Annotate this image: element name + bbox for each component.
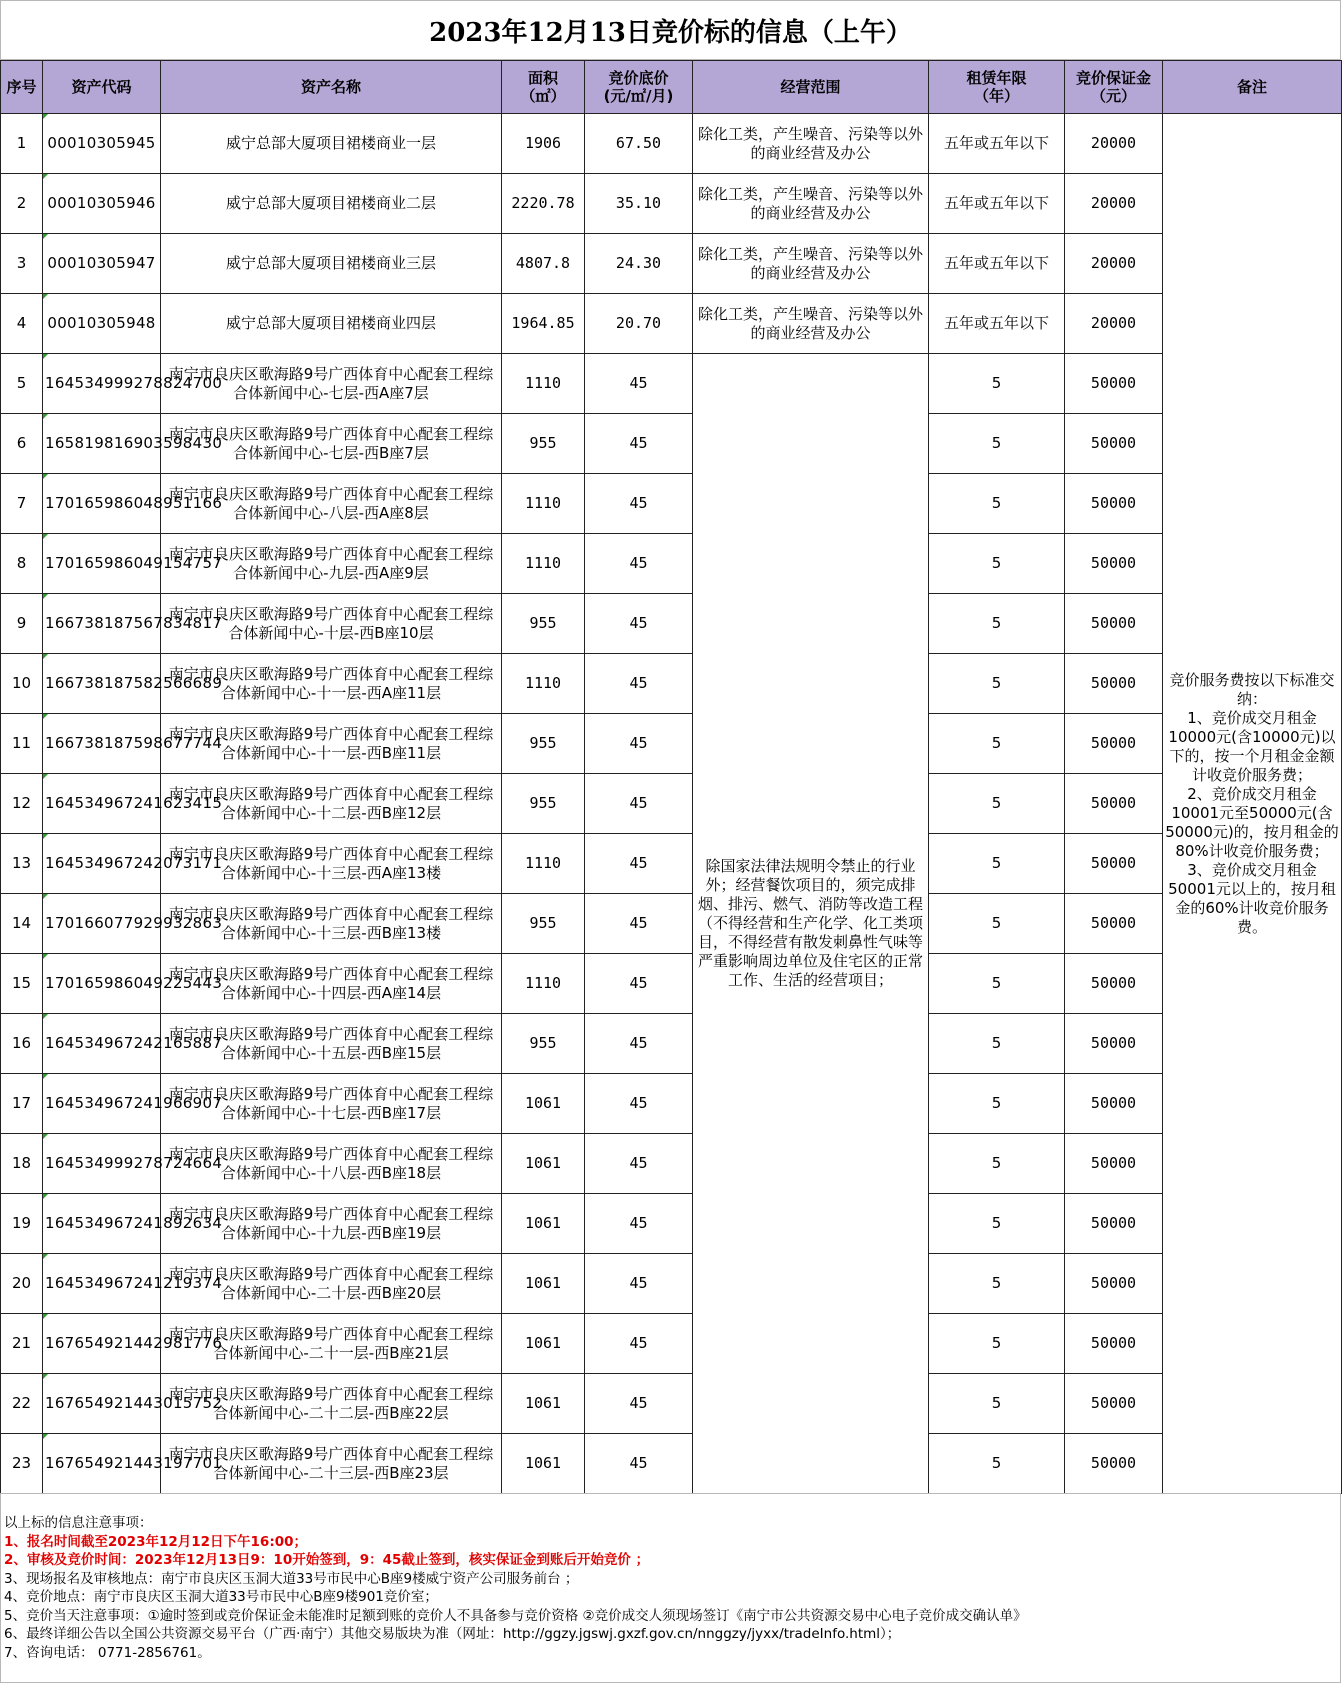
header-area-line1: 面积 [527, 69, 558, 87]
cell-seq: 6 [1, 414, 43, 474]
cell-name: 南宁市良庆区歌海路9号广西体育中心配套工程综合体新闻中心-十一层-西A座11层 [161, 654, 502, 714]
cell-area: 1061 [502, 1434, 585, 1494]
header-price-line1: 竞价底价 [608, 69, 669, 87]
cell-term: 5 [929, 1434, 1065, 1494]
cell-code: 164534967241966907 [43, 1074, 161, 1134]
header-area-line2: （㎡） [520, 87, 566, 105]
cell-name: 南宁市良庆区歌海路9号广西体育中心配套工程综合体新闻中心-十八层-西B座18层 [161, 1134, 502, 1194]
cell-scope: 除化工类，产生噪音、污染等以外的商业经营及办公 [693, 114, 929, 174]
table-row [1, 1014, 1342, 1074]
cell-seq: 4 [1, 294, 43, 354]
cell-area: 955 [502, 1014, 585, 1074]
cell-code: 164534999278824700 [43, 354, 161, 414]
cell-name: 南宁市良庆区歌海路9号广西体育中心配套工程综合体新闻中心-二十一层-西B座21层 [161, 1314, 502, 1374]
cell-term: 五年或五年以下 [929, 114, 1065, 174]
header-row [1, 61, 1342, 114]
cell-name: 南宁市良庆区歌海路9号广西体育中心配套工程综合体新闻中心-七层-西B座7层 [161, 414, 502, 474]
cell-term: 5 [929, 1254, 1065, 1314]
cell-deposit: 50000 [1065, 834, 1163, 894]
cell-seq: 21 [1, 1314, 43, 1374]
cell-price: 45 [585, 1074, 693, 1134]
cell-price: 45 [585, 1314, 693, 1374]
cell-term: 5 [929, 714, 1065, 774]
cell-deposit: 50000 [1065, 714, 1163, 774]
note-item: 1、报名时间截至2023年12月12日下午16:00； [4, 1533, 308, 1550]
cell-deposit: 20000 [1065, 234, 1163, 294]
header-deposit [1065, 61, 1163, 114]
cell-area: 1110 [502, 354, 585, 414]
cell-price: 45 [585, 414, 693, 474]
cell-code: 00010305947 [43, 234, 161, 294]
table-row [1, 1194, 1342, 1254]
cell-term: 5 [929, 1014, 1065, 1074]
cell-seq: 20 [1, 1254, 43, 1314]
cell-deposit: 20000 [1065, 174, 1163, 234]
note-item: 7、咨询电话： 0771-2856761。 [4, 1644, 211, 1661]
cell-price: 45 [585, 1014, 693, 1074]
cell-term: 五年或五年以下 [929, 174, 1065, 234]
cell-name: 南宁市良庆区歌海路9号广西体育中心配套工程综合体新闻中心-七层-西A座7层 [161, 354, 502, 414]
header-price-line2: (元/㎡/月) [603, 87, 674, 105]
header-term-line1: 租赁年限 [966, 69, 1027, 87]
cell-deposit: 50000 [1065, 594, 1163, 654]
cell-deposit: 50000 [1065, 354, 1163, 414]
cell-seq: 3 [1, 234, 43, 294]
cell-term: 5 [929, 1374, 1065, 1434]
cell-area: 1061 [502, 1374, 585, 1434]
cell-code: 170165986048951166 [43, 474, 161, 534]
cell-code: 167654921443197701 [43, 1434, 161, 1494]
cell-scope: 除化工类，产生噪音、污染等以外的商业经营及办公 [693, 234, 929, 294]
cell-code: 167654921442981776 [43, 1314, 161, 1374]
cell-code: 170165986049154757 [43, 534, 161, 594]
cell-name: 南宁市良庆区歌海路9号广西体育中心配套工程综合体新闻中心-十一层-西B座11层 [161, 714, 502, 774]
table-row [1, 294, 1342, 354]
cell-term: 5 [929, 654, 1065, 714]
cell-code: 164534967241892634 [43, 1194, 161, 1254]
cell-term: 5 [929, 834, 1065, 894]
cell-deposit: 50000 [1065, 1134, 1163, 1194]
cell-term: 五年或五年以下 [929, 294, 1065, 354]
cell-price: 67.50 [585, 114, 693, 174]
cell-code: 164534999278724664 [43, 1134, 161, 1194]
cell-deposit: 50000 [1065, 894, 1163, 954]
header-scope: 经营范围 [693, 61, 929, 114]
cell-seq: 18 [1, 1134, 43, 1194]
cell-name: 南宁市良庆区歌海路9号广西体育中心配套工程综合体新闻中心-十二层-西B座12层 [161, 774, 502, 834]
cell-price: 45 [585, 834, 693, 894]
cell-deposit: 50000 [1065, 1314, 1163, 1374]
table-row [1, 1374, 1342, 1434]
cell-price: 45 [585, 894, 693, 954]
table-row [1, 234, 1342, 294]
cell-code: 00010305946 [43, 174, 161, 234]
cell-deposit: 50000 [1065, 1014, 1163, 1074]
cell-code: 166738187567834817 [43, 594, 161, 654]
cell-term: 5 [929, 534, 1065, 594]
cell-name: 南宁市良庆区歌海路9号广西体育中心配套工程综合体新闻中心-九层-西A座9层 [161, 534, 502, 594]
notes-section [0, 1493, 1341, 1683]
cell-code: 166738187598677744 [43, 714, 161, 774]
cell-term: 5 [929, 594, 1065, 654]
cell-code: 00010305948 [43, 294, 161, 354]
table-row [1, 714, 1342, 774]
table-row [1, 654, 1342, 714]
note-item: 2、审核及竞价时间：2023年12月13日9：10开始签到，9：45截止签到，核实保证金到账后开始竞价 ； [4, 1552, 650, 1568]
cell-price: 24.30 [585, 234, 693, 294]
cell-deposit: 50000 [1065, 534, 1163, 594]
cell-deposit: 50000 [1065, 474, 1163, 534]
cell-seq: 13 [1, 834, 43, 894]
cell-seq: 5 [1, 354, 43, 414]
cell-price: 45 [585, 714, 693, 774]
cell-term: 5 [929, 1134, 1065, 1194]
cell-name: 南宁市良庆区歌海路9号广西体育中心配套工程综合体新闻中心-十五层-西B座15层 [161, 1014, 502, 1074]
cell-seq: 23 [1, 1434, 43, 1494]
cell-name: 威宁总部大厦项目裙楼商业四层 [161, 294, 502, 354]
cell-price: 45 [585, 1254, 693, 1314]
cell-term: 5 [929, 474, 1065, 534]
table-row [1, 174, 1342, 234]
header-term [929, 61, 1065, 114]
cell-area: 1061 [502, 1314, 585, 1374]
cell-name: 南宁市良庆区歌海路9号广西体育中心配套工程综合体新闻中心-二十二层-西B座22层 [161, 1374, 502, 1434]
cell-term: 5 [929, 354, 1065, 414]
cell-code: 167654921443015752 [43, 1374, 161, 1434]
cell-seq: 16 [1, 1014, 43, 1074]
cell-area: 955 [502, 774, 585, 834]
auction-table [0, 60, 1342, 1494]
cell-scope: 除化工类，产生噪音、污染等以外的商业经营及办公 [693, 174, 929, 234]
cell-area: 1110 [502, 654, 585, 714]
cell-price: 45 [585, 1134, 693, 1194]
table-row [1, 354, 1342, 414]
notes-heading: 以上标的信息注意事项： [4, 1515, 153, 1531]
cell-price: 45 [585, 654, 693, 714]
cell-price: 45 [585, 1194, 693, 1254]
cell-name: 南宁市良庆区歌海路9号广西体育中心配套工程综合体新闻中心-二十三层-西B座23层 [161, 1434, 502, 1494]
header-area [502, 61, 585, 114]
cell-name: 南宁市良庆区歌海路9号广西体育中心配套工程综合体新闻中心-八层-西A座8层 [161, 474, 502, 534]
cell-deposit: 50000 [1065, 954, 1163, 1014]
cell-area: 955 [502, 414, 585, 474]
cell-area: 1061 [502, 1194, 585, 1254]
cell-area: 1061 [502, 1074, 585, 1134]
cell-name: 南宁市良庆区歌海路9号广西体育中心配套工程综合体新闻中心-十四层-西A座14层 [161, 954, 502, 1014]
cell-area: 1110 [502, 534, 585, 594]
note-item: 3、现场报名及审核地点：南宁市良庆区玉洞大道33号市民中心B座9楼威宁资产公司服务前台 ； [4, 1570, 579, 1587]
cell-code: 00010305945 [43, 114, 161, 174]
cell-area: 1061 [502, 1254, 585, 1314]
table-row [1, 1434, 1342, 1494]
cell-term: 5 [929, 1314, 1065, 1374]
table-row [1, 594, 1342, 654]
cell-seq: 9 [1, 594, 43, 654]
cell-price: 45 [585, 474, 693, 534]
cell-deposit: 20000 [1065, 294, 1163, 354]
cell-name: 威宁总部大厦项目裙楼商业三层 [161, 234, 502, 294]
cell-price: 45 [585, 354, 693, 414]
cell-area: 1110 [502, 834, 585, 894]
cell-area: 955 [502, 594, 585, 654]
cell-code: 170166077929932863 [43, 894, 161, 954]
cell-code: 164534967241623415 [43, 774, 161, 834]
cell-term: 5 [929, 954, 1065, 1014]
cell-code: 164534967242165887 [43, 1014, 161, 1074]
table-row [1, 1074, 1342, 1134]
cell-deposit: 50000 [1065, 1254, 1163, 1314]
cell-area: 1964.85 [502, 294, 585, 354]
cell-scope: 除化工类，产生噪音、污染等以外的商业经营及办公 [693, 294, 929, 354]
table-row [1, 774, 1342, 834]
header-deposit-line2: （元） [1090, 87, 1136, 105]
cell-area: 955 [502, 894, 585, 954]
note-item: 6、最终详细公告以全国公共资源交易平台（广西·南宁）其他交易版块为准（网址：http://ggzy.jgswj.gxzf.gov.cn/nnggzy/jyxx/tradeInfo.html）； [4, 1626, 901, 1642]
header-seq: 序号 [1, 61, 43, 114]
cell-deposit: 20000 [1065, 114, 1163, 174]
table-row [1, 474, 1342, 534]
table-row [1, 1314, 1342, 1374]
header-name: 资产名称 [161, 61, 502, 114]
table-row [1, 834, 1342, 894]
cell-name: 威宁总部大厦项目裙楼商业一层 [161, 114, 502, 174]
table-row [1, 1254, 1342, 1314]
cell-price: 45 [585, 594, 693, 654]
cell-price: 45 [585, 954, 693, 1014]
cell-area: 2220.78 [502, 174, 585, 234]
cell-area: 1906 [502, 114, 585, 174]
cell-term: 5 [929, 894, 1065, 954]
cell-seq: 11 [1, 714, 43, 774]
cell-name: 威宁总部大厦项目裙楼商业二层 [161, 174, 502, 234]
cell-area: 955 [502, 714, 585, 774]
cell-name: 南宁市良庆区歌海路9号广西体育中心配套工程综合体新闻中心-十九层-西B座19层 [161, 1194, 502, 1254]
cell-name: 南宁市良庆区歌海路9号广西体育中心配套工程综合体新闻中心-二十层-西B座20层 [161, 1254, 502, 1314]
cell-name: 南宁市良庆区歌海路9号广西体育中心配套工程综合体新闻中心-十三层-西B座13楼 [161, 894, 502, 954]
cell-deposit: 50000 [1065, 1194, 1163, 1254]
header-price [585, 61, 693, 114]
cell-seq: 14 [1, 894, 43, 954]
sheet-title: 2023年12月13日竞价标的信息（上午） [0, 0, 1341, 60]
cell-deposit: 50000 [1065, 654, 1163, 714]
cell-price: 20.70 [585, 294, 693, 354]
header-code: 资产代码 [43, 61, 161, 114]
cell-price: 45 [585, 534, 693, 594]
cell-seq: 7 [1, 474, 43, 534]
cell-area: 1110 [502, 474, 585, 534]
header-term-line2: （年） [973, 87, 1019, 105]
header-deposit-line1: 竞价保证金 [1075, 69, 1151, 87]
cell-name: 南宁市良庆区歌海路9号广西体育中心配套工程综合体新闻中心-十七层-西B座17层 [161, 1074, 502, 1134]
cell-scope-merged: 除国家法律法规明令禁止的行业外；经营餐饮项目的，须完成排烟、排污、燃气、消防等改造工程（不得经营和生产化学、化工类项目，不得经营有散发刺鼻性气味等严重影响周边单位及住宅区的正常工作、生活的经营项目； [693, 354, 929, 1494]
cell-deposit: 50000 [1065, 414, 1163, 474]
table-row [1, 114, 1342, 174]
cell-code: 170165986049225443 [43, 954, 161, 1014]
cell-code: 165819816903598430 [43, 414, 161, 474]
cell-price: 45 [585, 774, 693, 834]
cell-deposit: 50000 [1065, 1074, 1163, 1134]
cell-deposit: 50000 [1065, 1374, 1163, 1434]
table-row [1, 414, 1342, 474]
cell-area: 1061 [502, 1134, 585, 1194]
table-row [1, 534, 1342, 594]
cell-seq: 15 [1, 954, 43, 1014]
cell-seq: 22 [1, 1374, 43, 1434]
cell-seq: 1 [1, 114, 43, 174]
cell-deposit: 50000 [1065, 774, 1163, 834]
header-remark: 备注 [1163, 61, 1342, 114]
table-row [1, 1134, 1342, 1194]
cell-price: 35.10 [585, 174, 693, 234]
cell-term: 5 [929, 414, 1065, 474]
cell-term: 5 [929, 1074, 1065, 1134]
cell-remark-merged: 竞价服务费按以下标准交纳： 1、竞价成交月租金10000元(含10000元)以下的，按一个月租金金额计收竞价服务费； 2、竞价成交月租金10001元至50000元(含50000元)的，按月租金的80%计收竞价服务费； 3、竞价成交月租金50001元以上的，按月租金的60%计收竞价服务费。 [1163, 114, 1342, 1494]
cell-term: 五年或五年以下 [929, 234, 1065, 294]
cell-code: 164534967242073171 [43, 834, 161, 894]
note-item: 5、竞价当天注意事项：①逾时签到或竞价保证金未能准时足额到账的竞价人不具备参与竞价资格 ②竞价成交人须现场签订《南宁市公共资源交易中心电子竞价成交确认单》 [4, 1607, 1027, 1624]
cell-seq: 10 [1, 654, 43, 714]
cell-code: 164534967241219374 [43, 1254, 161, 1314]
table-row [1, 954, 1342, 1014]
table-body [1, 114, 1342, 1494]
cell-seq: 19 [1, 1194, 43, 1254]
cell-term: 5 [929, 774, 1065, 834]
cell-price: 45 [585, 1374, 693, 1434]
cell-deposit: 50000 [1065, 1434, 1163, 1494]
cell-area: 4807.8 [502, 234, 585, 294]
cell-price: 45 [585, 1434, 693, 1494]
cell-name: 南宁市良庆区歌海路9号广西体育中心配套工程综合体新闻中心-十层-西B座10层 [161, 594, 502, 654]
note-item: 4、竞价地点：南宁市良庆区玉洞大道33号市民中心B座9楼901竞价室； [4, 1589, 438, 1605]
cell-seq: 2 [1, 174, 43, 234]
table-row [1, 894, 1342, 954]
cell-area: 1110 [502, 954, 585, 1014]
cell-code: 166738187582566689 [43, 654, 161, 714]
cell-name: 南宁市良庆区歌海路9号广西体育中心配套工程综合体新闻中心-十三层-西A座13楼 [161, 834, 502, 894]
cell-seq: 8 [1, 534, 43, 594]
cell-term: 5 [929, 1194, 1065, 1254]
cell-seq: 17 [1, 1074, 43, 1134]
cell-seq: 12 [1, 774, 43, 834]
